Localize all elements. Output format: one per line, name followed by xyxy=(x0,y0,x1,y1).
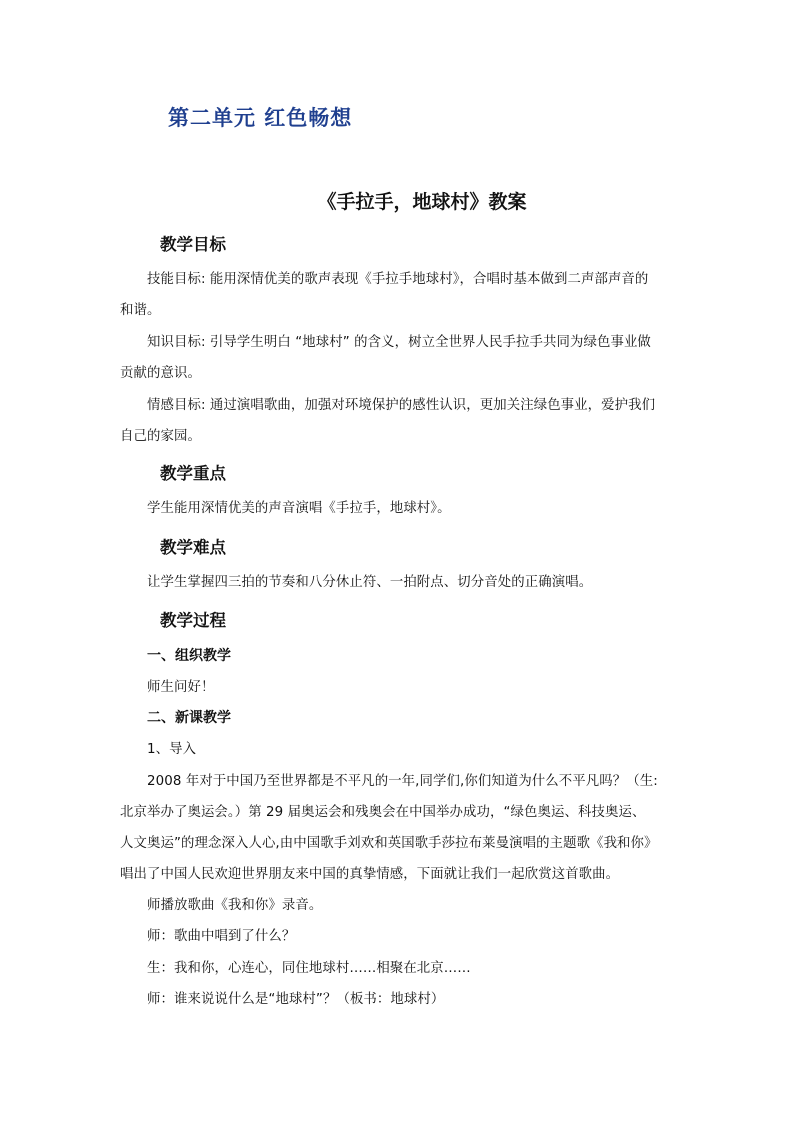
intro-line-4: 唱出了中国人民欢迎世界朋友来中国的真挚情感，下面就让我们一起欣赏这首歌曲。 xyxy=(120,867,620,882)
skill-goal-line-1: 技能目标: 能用深情优美的歌声表现《手拉手地球村》，合唱时基本做到二声部声音的 xyxy=(147,272,649,287)
heading-key-points: 教学重点 xyxy=(160,464,226,483)
heading-teaching-goals: 教学目标 xyxy=(160,235,226,254)
heading-organize-teaching: 一、组织教学 xyxy=(147,648,231,664)
knowledge-goal-line-2: 贡献的意识。 xyxy=(120,366,201,381)
emotion-goal-line-1: 情感目标: 通过演唱歌曲，加强对环境保护的感性认识，更加关注绿色事业，爱护我们 xyxy=(147,398,656,413)
student-answer-1: 生：我和你，心连心，同住地球村……相聚在北京…… xyxy=(147,961,471,976)
greeting-line: 师生问好！ xyxy=(147,680,215,695)
skill-goal-line-2: 和谐。 xyxy=(120,303,161,318)
teacher-question-1: 师：歌曲中唱到了什么？ xyxy=(147,929,296,944)
intro-line-3: 人文奥运”的理念深入人心,由中国歌手刘欢和英国歌手莎拉布莱曼演唱的主题歌《我和你》 xyxy=(120,836,658,851)
step-introduction: 1、导入 xyxy=(147,742,197,757)
unit-title: 第二单元 红色畅想 xyxy=(168,105,353,130)
document-title: 《手拉手，地球村》教案 xyxy=(317,191,527,213)
heading-teaching-process: 教学过程 xyxy=(160,611,226,630)
teacher-question-2: 师：谁来说说什么是“地球村”？（板书：地球村） xyxy=(147,992,445,1007)
heading-new-lesson: 二、新课教学 xyxy=(147,710,231,726)
heading-difficulties: 教学难点 xyxy=(160,538,226,557)
key-points-line-1: 学生能用深情优美的声音演唱《手拉手，地球村》。 xyxy=(147,501,451,516)
knowledge-goal-line-1: 知识目标: 引导学生明白 “地球村” 的含义，树立全世界人民手拉手共同为绿色事业做 xyxy=(147,335,651,350)
intro-line-1: 2008 年对于中国乃至世界都是不平凡的一年,同学们,你们知道为什么不平凡吗？（生: xyxy=(147,774,658,789)
difficulties-line-1: 让学生掌握四三拍的节奏和八分休止符、一拍附点、切分音处的正确演唱。 xyxy=(147,575,593,590)
intro-line-2: 北京举办了奥运会。）第 29 届奥运会和残奥会在中国举办成功，“绿色奥运、科技奥运、 xyxy=(120,805,646,820)
play-song-line: 师播放歌曲《我和你》录音。 xyxy=(147,898,323,913)
emotion-goal-line-2: 自己的家园。 xyxy=(120,429,201,444)
